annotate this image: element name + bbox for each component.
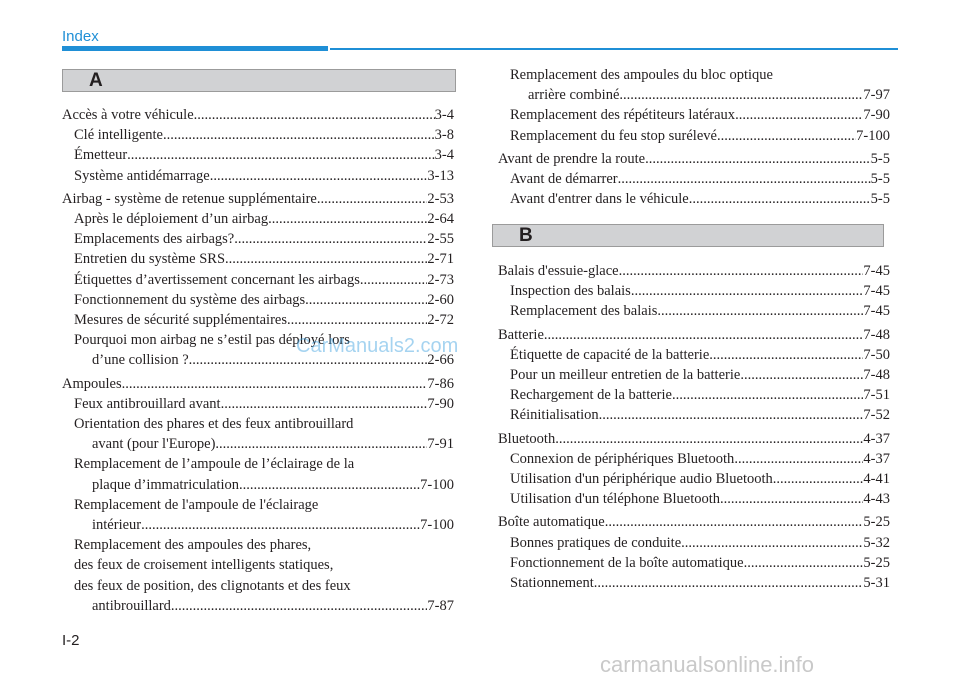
- index-page-ref: 4-37: [863, 450, 890, 467]
- page-number: I-2: [62, 632, 80, 649]
- index-subentry: [62, 394, 454, 414]
- index-entry: [62, 374, 454, 394]
- dot-leader: [555, 429, 863, 449]
- dot-leader: [194, 105, 435, 125]
- index-page-ref: 5-25: [863, 514, 890, 531]
- index-entry-text: Clé intelligente: [74, 127, 163, 144]
- index-entry-text: Utilisation d'un périphérique audio Bluetooth: [510, 471, 773, 488]
- dot-leader: [709, 345, 863, 365]
- dot-leader: [735, 105, 863, 125]
- index-page-ref: 5-5: [870, 191, 890, 208]
- index-entry-text: Entretien du système SRS: [74, 251, 226, 268]
- dot-leader: [605, 512, 864, 532]
- index-page-ref: 7-48: [863, 367, 890, 384]
- index-entry-text: Inspection des balais: [510, 283, 631, 300]
- index-entry-line: des feux de position, des clignotants et des feux: [74, 577, 351, 594]
- index-entry-line: Pourquoi mon airbag ne s’estil pas déployé lors: [74, 332, 350, 349]
- index-subentry: [498, 365, 890, 385]
- index-page-ref: 7-100: [856, 127, 890, 144]
- dot-leader: [360, 270, 428, 290]
- index-subentry: [498, 469, 890, 489]
- index-entry-text: antibrouillard: [92, 597, 171, 614]
- index-entry-text: Balais d'essuie-glace: [498, 263, 619, 279]
- index-page-ref: 2-53: [427, 190, 454, 207]
- index-entry: [62, 105, 454, 125]
- index-subentry: [62, 414, 454, 454]
- section-letter: A: [89, 70, 103, 91]
- index-subentry: [62, 454, 454, 494]
- index-subentry: [62, 249, 454, 269]
- dot-leader: [225, 249, 427, 269]
- index-subentry: [498, 65, 890, 105]
- index-subentry: [62, 229, 454, 249]
- dot-leader: [594, 573, 864, 593]
- index-page-ref: 7-97: [863, 87, 890, 104]
- dot-leader: [619, 261, 864, 281]
- index-page-ref: 5-5: [870, 171, 890, 188]
- index-entry-text: intérieur: [92, 517, 142, 534]
- index-entry: [62, 189, 454, 209]
- index-page-ref: 7-87: [427, 597, 454, 614]
- index-entry: [498, 261, 890, 281]
- index-entry-text: d’une collision ?: [92, 352, 189, 369]
- index-entry-text: Pour un meilleur entretien de la batterie: [510, 367, 741, 384]
- dot-leader: [163, 125, 435, 145]
- dot-leader: [268, 209, 427, 229]
- dot-leader: [773, 469, 864, 489]
- index-page-ref: 4-43: [863, 491, 890, 508]
- index-entry-text: Fonctionnement de la boîte automatique: [510, 554, 744, 571]
- index-column-right-b: [498, 261, 890, 593]
- index-page-ref: 7-45: [863, 263, 890, 279]
- dot-leader: [171, 596, 427, 616]
- index-page-ref: 2-72: [427, 312, 454, 329]
- dot-leader: [221, 394, 428, 414]
- index-subentry: [62, 166, 454, 186]
- index-page-ref: 2-73: [427, 271, 454, 288]
- index-subentry: [498, 105, 890, 125]
- index-page-ref: 2-60: [427, 291, 454, 308]
- dot-leader: [234, 229, 427, 249]
- section-letter: B: [519, 225, 533, 246]
- index-page-ref: 3-4: [434, 147, 454, 164]
- dot-leader: [122, 374, 428, 394]
- index-entry: [498, 149, 890, 169]
- index-page-ref: 7-86: [427, 375, 454, 392]
- index-entry-text: Airbag - système de retenue supplémentaire: [62, 190, 317, 207]
- index-page-ref: 7-51: [863, 387, 890, 404]
- header-label: Index: [62, 28, 99, 45]
- dot-leader: [740, 365, 863, 385]
- index-entry: [498, 325, 890, 345]
- index-entry-text: avant (pour l'Europe): [92, 436, 216, 453]
- index-entry-text: Feux antibrouillard avant: [74, 395, 221, 412]
- dot-leader: [141, 515, 420, 535]
- index-page-ref: 7-52: [863, 407, 890, 424]
- index-entry-text: Fonctionnement du système des airbags: [74, 291, 306, 308]
- index-subentry: [498, 405, 890, 425]
- dot-leader: [239, 475, 420, 495]
- index-subentry: [498, 449, 890, 469]
- dot-leader: [631, 281, 864, 301]
- index-page-ref: 5-25: [863, 554, 890, 571]
- index-entry-text: Avant de prendre la route: [498, 150, 646, 167]
- dot-leader: [744, 553, 864, 573]
- index-page-ref: 7-45: [863, 283, 890, 300]
- index-page-ref: 4-41: [863, 471, 890, 488]
- index-entry-text: Ampoules: [62, 375, 122, 392]
- index-subentry: [498, 189, 890, 209]
- dot-leader: [619, 85, 863, 105]
- index-entry-text: Stationnement: [510, 575, 594, 592]
- index-subentry: [62, 495, 454, 535]
- index-entry-text: Avant de démarrer: [510, 171, 618, 188]
- index-subentry: [498, 301, 890, 321]
- index-entry-text: Remplacement du feu stop surélevé: [510, 127, 717, 144]
- index-page-ref: 7-91: [427, 436, 454, 453]
- dot-leader: [618, 169, 871, 189]
- index-entry-text: Accès à votre véhicule: [62, 107, 194, 123]
- index-entry-text: Connexion de périphériques Bluetooth: [510, 450, 735, 467]
- index-page-ref: 5-32: [863, 534, 890, 551]
- index-page-ref: 2-71: [427, 251, 454, 268]
- index-subentry: [62, 290, 454, 310]
- index-page-ref: 3-4: [434, 107, 454, 123]
- index-entry-text: Bluetooth: [498, 430, 556, 447]
- index-entry-line: Remplacement de l’ampoule de l’éclairage de la: [74, 456, 355, 473]
- index-column-right-a: [498, 65, 890, 209]
- index-entry-line: Remplacement des ampoules du bloc optique: [510, 67, 773, 83]
- header-bar-accent: [62, 46, 328, 51]
- index-entry-text: Étiquettes d’avertissement concernant les airbags: [74, 271, 360, 288]
- dot-leader: [734, 449, 863, 469]
- index-subentry: [498, 489, 890, 509]
- index-entry-line: Remplacement de l'ampoule de l'éclairage: [74, 496, 319, 513]
- dot-leader: [287, 310, 427, 330]
- header-bar-rule: [330, 48, 898, 50]
- index-subentry: [498, 126, 890, 146]
- index-page-ref: 5-31: [863, 575, 890, 592]
- index-entry-text: Boîte automatique: [498, 514, 605, 531]
- dot-leader: [305, 290, 427, 310]
- index-subentry: [62, 270, 454, 290]
- index-subentry: [62, 145, 454, 165]
- index-subentry: [62, 209, 454, 229]
- index-entry-text: Émetteur: [74, 147, 128, 164]
- dot-leader: [657, 301, 863, 321]
- index-entry-text: Étiquette de capacité de la batterie: [510, 346, 710, 363]
- dot-leader: [689, 189, 871, 209]
- index-entry-text: Avant d'entrer dans le véhicule: [510, 191, 689, 208]
- index-entry-text: Batterie: [498, 326, 544, 343]
- index-entry: [498, 512, 890, 532]
- index-subentry: [498, 385, 890, 405]
- index-subentry: [498, 345, 890, 365]
- index-entry-text: Mesures de sécurité supplémentaires: [74, 312, 287, 329]
- index-page-ref: 7-50: [863, 346, 890, 363]
- index-page-ref: 7-90: [427, 395, 454, 412]
- index-entry-text: Bonnes pratiques de conduite: [510, 534, 682, 551]
- index-page-ref: 2-66: [427, 352, 454, 369]
- dot-leader: [127, 145, 435, 165]
- index-page-ref: 7-90: [863, 107, 890, 124]
- index-entry-text: Réinitialisation: [510, 407, 599, 424]
- section-header-a: [62, 69, 456, 92]
- index-entry: [498, 429, 890, 449]
- index-page-ref: 2-64: [427, 211, 454, 228]
- dot-leader: [681, 533, 863, 553]
- index-entry-text: arrière combiné: [528, 87, 620, 104]
- index-subentry: [498, 533, 890, 553]
- dot-leader: [720, 489, 863, 509]
- index-subentry: [498, 281, 890, 301]
- dot-leader: [317, 189, 428, 209]
- index-page-ref: 3-13: [427, 167, 454, 184]
- section-header-b: [492, 224, 884, 247]
- index-entry-text: plaque d’immatriculation: [92, 476, 239, 493]
- index-page-ref: 7-48: [863, 326, 890, 343]
- index-page-ref: 4-37: [863, 430, 890, 447]
- index-subentry: [498, 573, 890, 593]
- index-entry-text: Emplacements des airbags?: [74, 231, 235, 248]
- index-subentry: [62, 535, 454, 616]
- index-entry-text: Remplacement des balais: [510, 303, 658, 320]
- dot-leader: [672, 385, 863, 405]
- index-entry-text: Remplacement des répétiteurs latéraux: [510, 107, 736, 124]
- index-page-ref: 5-5: [870, 150, 890, 167]
- index-page-ref: 7-100: [420, 517, 454, 534]
- index-page-ref: 7-45: [863, 303, 890, 320]
- dot-leader: [717, 126, 856, 146]
- dot-leader: [210, 166, 428, 186]
- index-page-ref: 3-8: [434, 127, 454, 144]
- dot-leader: [215, 434, 427, 454]
- index-subentry: [498, 169, 890, 189]
- index-entry-text: Utilisation d'un téléphone Bluetooth: [510, 491, 721, 508]
- index-entry-line: Orientation des phares et des feux antibrouillard: [74, 416, 354, 433]
- index-entry-text: Système antidémarrage: [74, 167, 210, 184]
- dot-leader: [544, 325, 864, 345]
- index-entry-text: Rechargement de la batterie: [510, 387, 672, 404]
- index-entry-line: des feux de croisement intelligents statiques,: [74, 557, 334, 574]
- index-entry-text: Après le déploiement d’un airbag: [74, 211, 269, 228]
- index-subentry: [498, 553, 890, 573]
- index-entry-line: Remplacement des ampoules des phares,: [74, 537, 312, 554]
- index-column-left: [62, 105, 454, 616]
- dot-leader: [645, 149, 871, 169]
- index-page-ref: 2-55: [427, 231, 454, 248]
- watermark-footer: carmanualsonline.info: [600, 652, 815, 677]
- index-subentry: [62, 125, 454, 145]
- watermark-center: CarManuals2.com: [296, 335, 459, 357]
- index-subentry: [62, 310, 454, 330]
- index-page-ref: 7-100: [420, 476, 454, 493]
- dot-leader: [599, 405, 864, 425]
